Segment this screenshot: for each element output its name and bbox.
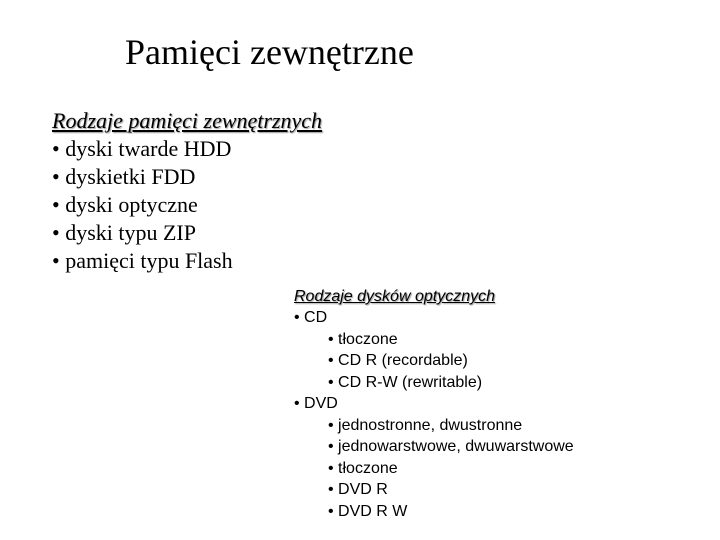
list-item-flash: • pamięci typu Flash <box>52 248 233 273</box>
sublist-item-cd-pressed: • tłoczone <box>328 330 398 348</box>
external-memory-heading: Rodzaje pamięci zewnętrznych <box>52 108 323 133</box>
list-item-hdd: • dyski twarde HDD <box>52 136 232 161</box>
sublist-item-dvd-sides: • jednostronne, dwustronne <box>328 416 523 434</box>
list-item-fdd: • dyskietki FDD <box>52 164 196 189</box>
list-item-zip: • dyski typu ZIP <box>52 220 196 245</box>
sublist-item-dvd-pressed: • tłoczone <box>328 459 398 477</box>
list-item-optical: • dyski optyczne <box>52 192 198 217</box>
optical-discs-heading: Rodzaje dysków optycznych <box>294 288 495 305</box>
sublist-item-dvd-rw: • DVD R W <box>328 502 408 520</box>
list-item-dvd: • DVD <box>294 395 338 412</box>
sublist-item-cd-r: • CD R (recordable) <box>328 352 468 369</box>
sublist-item-cd-rw: • CD R-W (rewritable) <box>328 373 483 391</box>
optical-discs-list <box>294 286 574 522</box>
external-memory-list <box>52 107 322 275</box>
slide-title: Pamięci zewnętrzne <box>125 32 414 72</box>
list-item-cd: • CD <box>294 309 328 326</box>
sublist-item-dvd-r: • DVD R <box>328 481 388 498</box>
sublist-item-dvd-layers: • jednowarstwowe, dwuwarstwowe <box>328 438 574 455</box>
